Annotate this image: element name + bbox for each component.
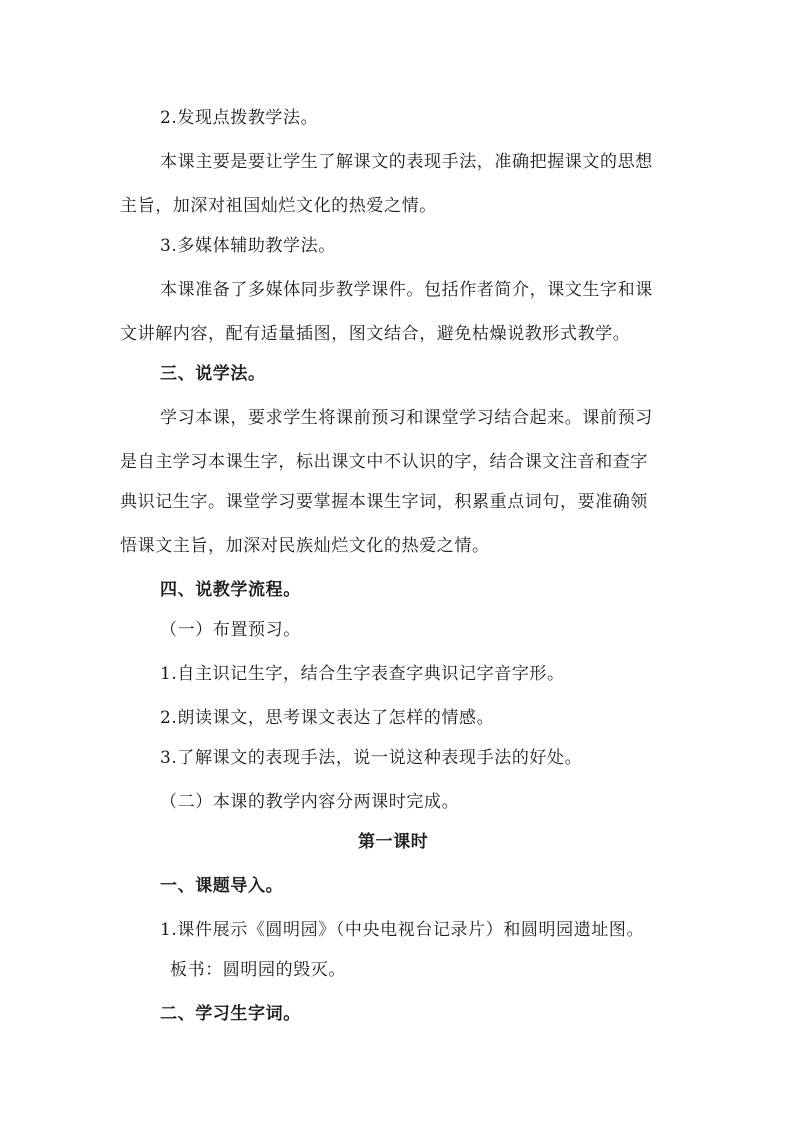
method3-heading: 3.多媒体辅助教学法。 bbox=[160, 236, 336, 256]
method3-paragraph-line: 文讲解内容，配有适量插图，图文结合，避免枯燥说教形式教学。 bbox=[120, 324, 631, 344]
method2-paragraph-line: 主旨，加深对祖国灿烂文化的热爱之情。 bbox=[120, 196, 437, 216]
section3-paragraph-line: 悟课文主旨，加深对民族灿烂文化的热爱之情。 bbox=[120, 536, 490, 556]
section3-paragraph-line: 典识记生字。课堂学习要掌握本课生字词，积累重点词句，要准确领 bbox=[120, 492, 648, 512]
section4-heading: 四、说教学流程。 bbox=[160, 580, 301, 600]
section3-paragraph-line: 是自主学习本课生字，标出课文中不认识的字，结合课文注音和查字 bbox=[120, 452, 648, 472]
section4-list-item: 3.了解课文的表现手法，说一说这种表现手法的好处。 bbox=[160, 748, 583, 768]
section4-subheading: （二）本课的教学内容分两课时完成。 bbox=[160, 792, 460, 812]
method2-paragraph-line: 本课主要是要让学生了解课文的表现手法，准确把握课文的思想 bbox=[160, 152, 653, 172]
method3-paragraph-line: 本课准备了多媒体同步教学课件。包括作者简介，课文生字和课 bbox=[160, 280, 653, 300]
section3-heading: 三、说学法。 bbox=[160, 364, 266, 384]
lesson1-board-note: 板书：圆明园的毁灭。 bbox=[170, 960, 346, 980]
lesson1-title: 第一课时 bbox=[358, 832, 429, 852]
method2-heading: 2.发现点拨教学法。 bbox=[160, 108, 319, 128]
section4-list-item: 1.自主识记生字，结合生字表查字典识记字音字形。 bbox=[160, 664, 565, 684]
section3-paragraph-line: 学习本课，要求学生将课前预习和课堂学习结合起来。课前预习 bbox=[160, 408, 653, 428]
section4-subheading: （一）布置预习。 bbox=[160, 620, 301, 640]
section4-list-item: 2.朗读课文，思考课文表达了怎样的情感。 bbox=[160, 708, 495, 728]
lesson1-heading: 一、课题导入。 bbox=[160, 876, 284, 896]
lesson1-list-item: 1.课件展示《圆明园》（中央电视台记录片）和圆明园遗址图。 bbox=[160, 920, 645, 940]
lesson1-heading: 二、学习生字词。 bbox=[160, 1004, 301, 1024]
